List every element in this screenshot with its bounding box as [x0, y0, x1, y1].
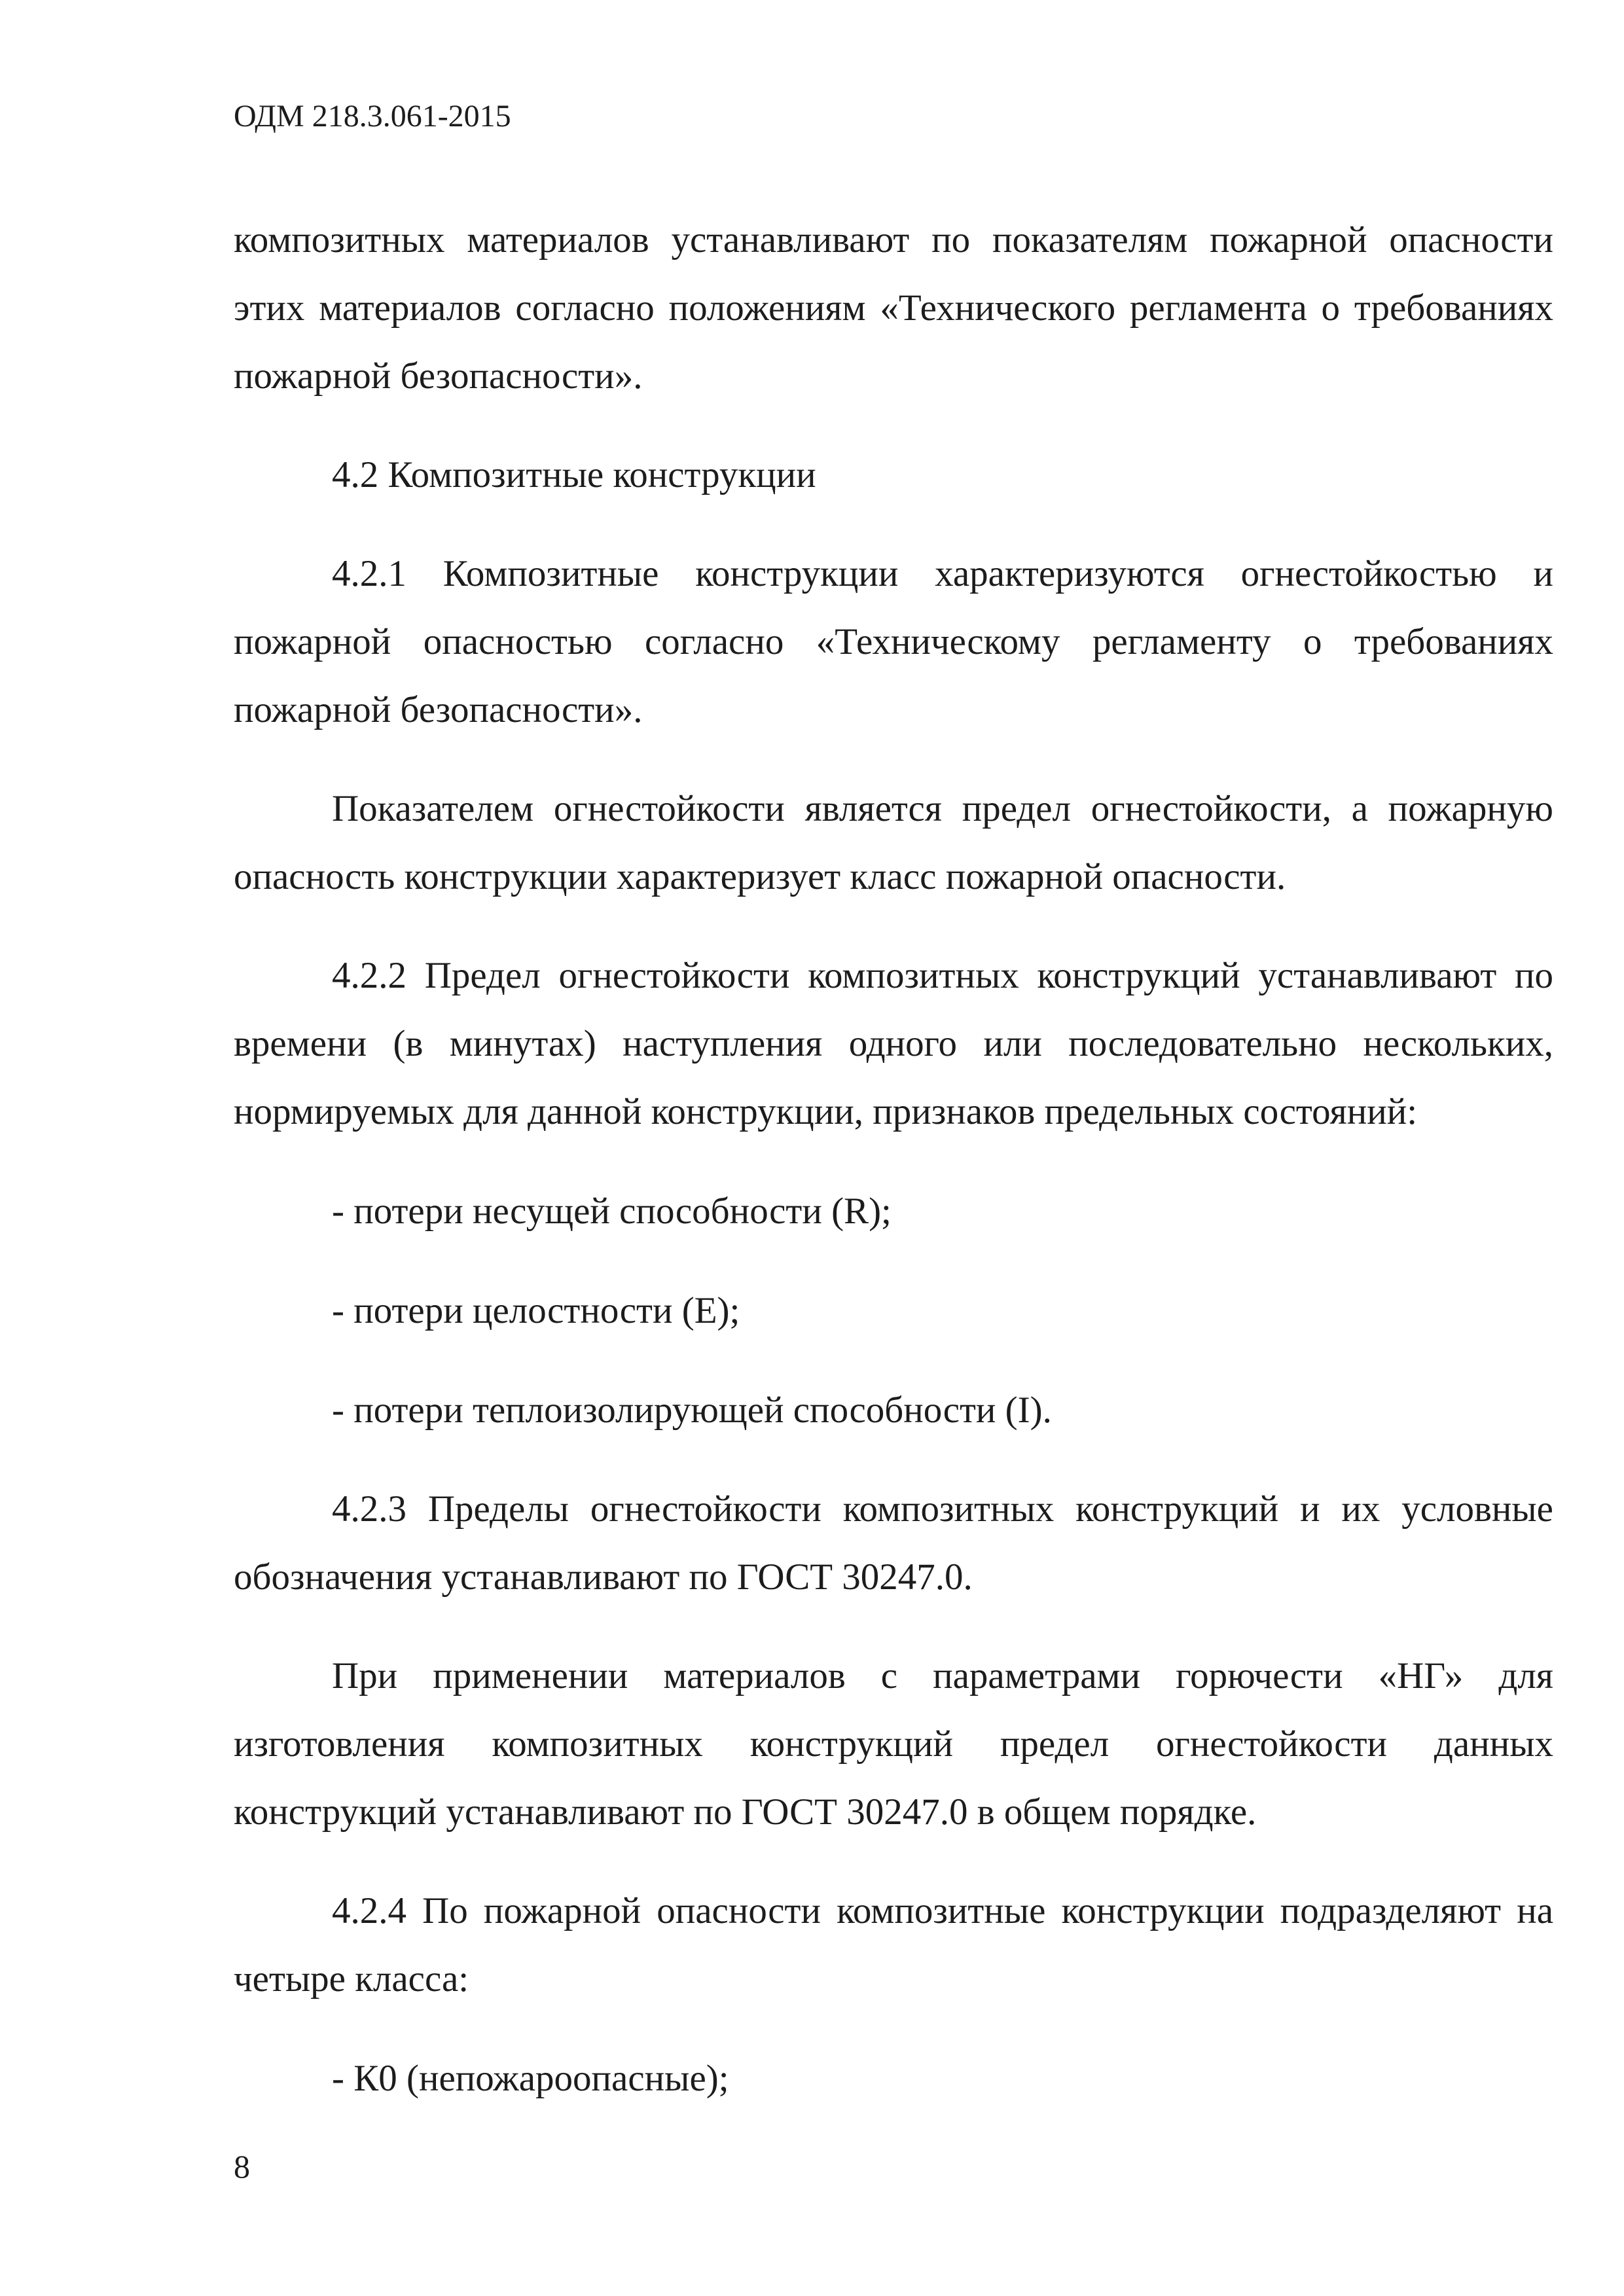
continuation-paragraph: композитных материалов устанавливают по показателям пожарной опасности этих материалов согласно положениям «Технического регламента о требованиях пожарной безопасности».	[234, 219, 1553, 397]
list-item-thermal-insulation: - потери теплоизолирующей способности (I).	[332, 1390, 1052, 1431]
paragraph-4-2-3: 4.2.3 Пределы огнестойкости композитных конструкций и их условные обозначения устанавливают по ГОСТ 30247.0.	[234, 1488, 1553, 1598]
body-text	[234, 206, 1553, 2113]
page-number: 8	[234, 2148, 250, 2185]
list-item-load-bearing: - потери несущей способности (R);	[332, 1191, 892, 1232]
paragraph-4-2-1: 4.2.1 Композитные конструкции характеризуются огнестойкостью и пожарной опасностью согласно «Техническому регламенту о требованиях пожарной безопасности».	[234, 553, 1553, 730]
paragraph-4-2-2: 4.2.2 Предел огнестойкости композитных конструкций устанавливают по времени (в минутах) наступления одного или последовательно нескольких, нормируемых для данной конструкции, признаков предельных состояний:	[234, 955, 1553, 1132]
section-heading-4-2: 4.2 Композитные конструкции	[332, 454, 816, 495]
list-item-k0: - К0 (непожароопасные);	[332, 2058, 729, 2099]
paragraph-ng-materials: При применении материалов с параметрами горючести «НГ» для изготовления композитных конструкций предел огнестойкости данных конструкций устанавливают по ГОСТ 30247.0 в общем порядке.	[234, 1655, 1553, 1833]
paragraph-fire-resistance-indicator: Показателем огнестойкости является предел огнестойкости, а пожарную опасность конструкции характеризует класс пожарной опасности.	[234, 788, 1553, 897]
document-code-header: ОДМ 218.3.061-2015	[234, 99, 511, 134]
list-item-integrity: - потери целостности (E);	[332, 1290, 740, 1331]
paragraph-4-2-4: 4.2.4 По пожарной опасности композитные конструкции подразделяют на четыре класса:	[234, 1890, 1553, 2000]
